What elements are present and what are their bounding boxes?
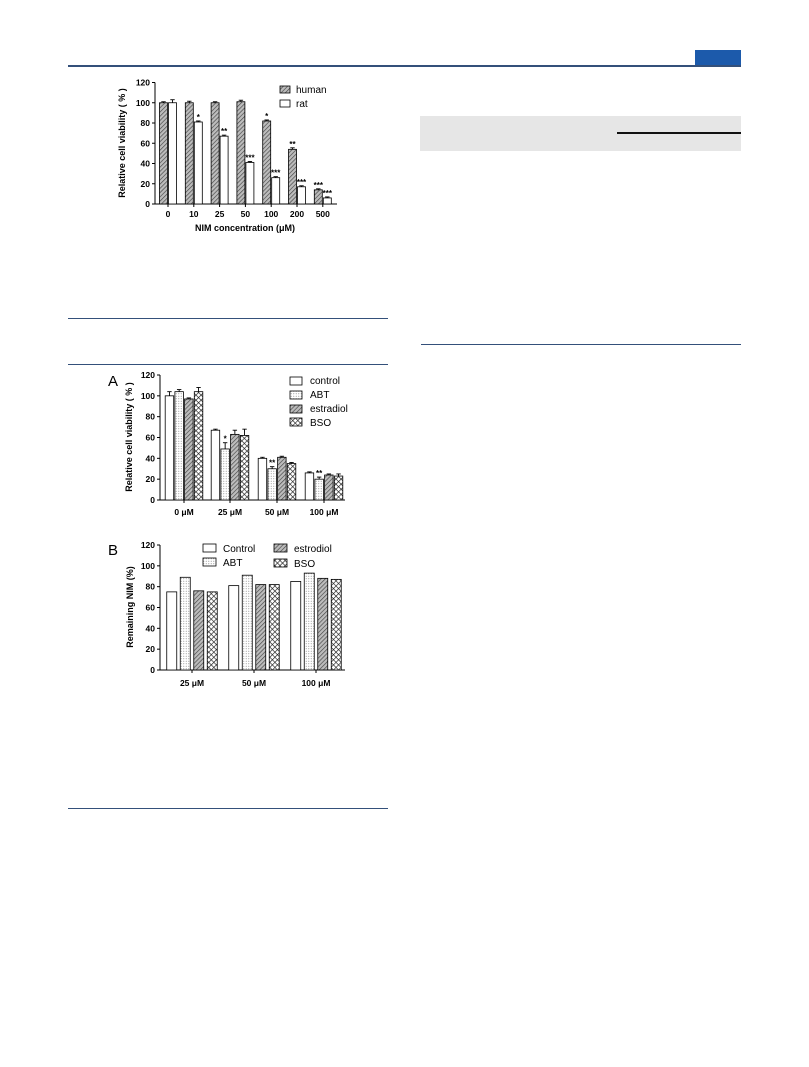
panel-label: B <box>108 542 119 559</box>
bar-human-50 <box>237 102 245 204</box>
y-tick-label: 100 <box>140 390 155 401</box>
figure-viability-human-rat-chart <box>105 72 365 240</box>
bar-control-0-um <box>165 396 174 500</box>
x-tick-label-50: 50 <box>240 209 251 219</box>
x-tick-label-100-um: 100 μM <box>301 678 331 688</box>
significance-marker-abt-50-um: ** <box>269 458 276 468</box>
legend-swatch-bso <box>290 418 302 426</box>
significance-marker-rat-25: ** <box>220 127 228 137</box>
table-column-rule <box>617 132 741 134</box>
legend-label-abt: ABT <box>310 390 330 401</box>
bar-rat-10 <box>194 122 202 204</box>
bar-abt-50-um <box>268 469 277 500</box>
y-tick-label: 80 <box>145 581 155 592</box>
bar-bso-100-um <box>331 579 341 670</box>
y-tick-label: 20 <box>140 178 150 189</box>
bar-rat-25 <box>220 136 228 204</box>
y-tick-label: 40 <box>140 158 150 169</box>
significance-marker-abt-100-um: ** <box>316 469 323 479</box>
x-tick-label-50-um: 50 μM <box>241 678 267 688</box>
bar-estradiol-100-um <box>325 475 334 500</box>
bar-human-500 <box>314 190 322 204</box>
legend-swatch-estrodiol <box>274 544 287 552</box>
bar-estradiol-25-um <box>231 434 240 500</box>
bar-abt-100-um <box>304 573 314 670</box>
bar-bso-0-um <box>194 392 203 500</box>
y-axis-title: Relative cell viability ( % ) <box>117 88 127 198</box>
significance-marker-human-200: ** <box>289 139 296 149</box>
x-tick-label-50-um: 50 μM <box>264 507 290 517</box>
y-tick-label: 60 <box>140 138 150 149</box>
y-tick-label: 40 <box>145 623 155 634</box>
y-tick-label: 40 <box>145 453 155 464</box>
bar-human-25 <box>211 103 219 204</box>
bar-estradiol-0-um <box>185 399 194 500</box>
bar-human-200 <box>289 149 297 204</box>
legend-swatch-bso <box>274 559 287 567</box>
bar-human-100 <box>263 121 271 204</box>
figure-bottom-rule <box>68 808 388 809</box>
bar-control-25-um <box>211 430 220 500</box>
bar-human-0 <box>160 103 168 204</box>
x-tick-label-100: 100 <box>264 209 279 219</box>
figure-divider-rule <box>68 364 388 365</box>
y-tick-label: 120 <box>140 370 155 380</box>
legend-swatch-human <box>280 86 290 93</box>
bar-bso-50-um <box>269 585 279 670</box>
bar-bso-100-um <box>334 476 343 500</box>
panel-label: A <box>108 373 119 390</box>
y-tick-label: 120 <box>140 540 155 550</box>
legend-label-estradiol: estradiol <box>310 404 348 415</box>
y-tick-label: 0 <box>150 665 155 675</box>
x-tick-label-200: 200 <box>289 209 305 219</box>
bar-control-100-um <box>291 581 301 670</box>
y-tick-label: 20 <box>145 644 155 655</box>
legend-swatch-control <box>290 377 302 385</box>
x-tick-label-25-um: 25 μM <box>217 507 243 517</box>
significance-marker-rat-50: *** <box>245 153 255 163</box>
legend-label-bso: BSO <box>310 418 332 429</box>
x-tick-label-0-um: 0 μM <box>174 507 194 517</box>
legend-label-estrodiol: estrodiol <box>294 544 332 555</box>
bar-rat-200 <box>298 187 306 204</box>
bar-bso-25-um <box>207 592 217 670</box>
x-tick-label-0: 0 <box>165 209 171 219</box>
significance-marker-human-100: * <box>265 111 269 121</box>
significance-marker-abt-25-um: * <box>223 434 227 444</box>
legend-label-human: human <box>296 85 327 96</box>
y-axis-title: Remaining NIM (%) <box>125 566 135 648</box>
legend-swatch-rat <box>280 100 290 107</box>
journal-section-tab <box>695 50 741 66</box>
significance-marker-human-500: *** <box>313 180 323 190</box>
y-tick-label: 120 <box>135 77 150 88</box>
legend-swatch-abt <box>203 558 216 566</box>
legend-label-control: Control <box>223 544 256 555</box>
bar-abt-100-um <box>315 479 324 500</box>
table-bottom-rule <box>421 344 741 345</box>
bar-rat-50 <box>246 162 254 204</box>
y-tick-label: 100 <box>140 560 155 571</box>
significance-marker-rat-100: *** <box>271 168 281 178</box>
legend-label-rat: rat <box>296 99 308 110</box>
y-tick-label: 0 <box>145 199 150 209</box>
bar-estrodiol-100-um <box>318 578 328 670</box>
legend-label-bso: BSO <box>294 559 316 570</box>
significance-marker-rat-500: *** <box>322 188 332 198</box>
bar-bso-25-um <box>240 435 249 500</box>
figure-panel-a-viability-chart <box>100 366 365 522</box>
bar-bso-50-um <box>287 464 296 500</box>
bar-rat-0 <box>169 103 177 204</box>
bar-control-100-um <box>305 473 314 500</box>
caption-divider-rule <box>68 318 388 319</box>
bar-abt-0-um <box>175 392 184 500</box>
bar-control-50-um <box>258 458 267 500</box>
x-tick-label-100-um: 100 μM <box>309 507 339 517</box>
y-tick-label: 20 <box>145 474 155 485</box>
header-rule <box>68 65 741 67</box>
y-tick-label: 60 <box>145 602 155 613</box>
legend-swatch-control <box>203 544 216 552</box>
legend-swatch-abt <box>290 391 302 399</box>
bar-estradiol-50-um <box>278 457 287 500</box>
legend-swatch-estradiol <box>290 405 302 413</box>
x-tick-label-500: 500 <box>315 209 330 219</box>
legend-label-abt: ABT <box>223 558 243 569</box>
y-tick-label: 100 <box>135 97 150 108</box>
y-tick-label: 80 <box>140 118 150 128</box>
bar-estrodiol-25-um <box>194 591 204 670</box>
bar-estrodiol-50-um <box>256 585 266 670</box>
legend-label-control: control <box>310 376 341 387</box>
bar-abt-50-um <box>242 575 252 670</box>
significance-marker-rat-10: * <box>196 112 200 122</box>
x-axis-title: NIM concentration (μM) <box>194 223 296 233</box>
y-tick-label: 0 <box>150 495 155 505</box>
y-tick-label: 60 <box>145 432 155 443</box>
bar-rat-500 <box>323 198 331 204</box>
bar-control-50-um <box>229 586 239 670</box>
x-tick-label-25-um: 25 μM <box>179 678 205 688</box>
bar-abt-25-um <box>180 577 190 670</box>
bar-human-10 <box>185 103 193 204</box>
figure-panel-b-remaining-nim-chart <box>100 535 365 693</box>
bar-abt-25-um <box>221 449 230 500</box>
y-axis-title: Relative cell viability ( % ) <box>124 382 134 492</box>
x-tick-label-25: 25 <box>214 209 225 219</box>
bar-rat-100 <box>272 178 280 204</box>
x-tick-label-10: 10 <box>189 209 199 219</box>
significance-marker-rat-200: *** <box>296 177 307 187</box>
y-tick-label: 80 <box>145 411 155 422</box>
bar-control-25-um <box>167 592 177 670</box>
